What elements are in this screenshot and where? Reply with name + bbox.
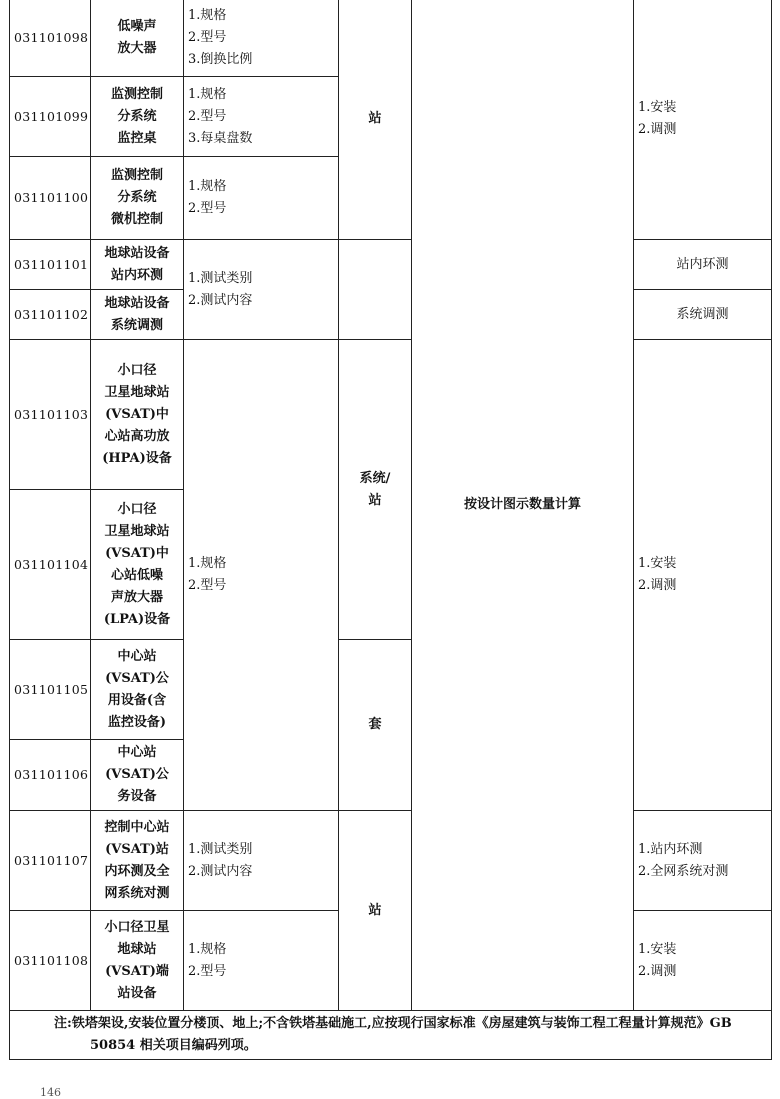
item-features: 1.规格 2.型号 bbox=[184, 340, 339, 811]
page-number: 146 bbox=[40, 1086, 61, 1099]
item-name: 控制中心站 (VSAT)站 内环测及全 网系统对测 bbox=[91, 811, 184, 911]
item-name: 小口径 卫星地球站 (VSAT)中 心站高功放 (HPA)设备 bbox=[91, 340, 184, 490]
work-content: 1.安装 2.调测 bbox=[634, 340, 772, 811]
work-content: 1.站内环测 2.全网系统对测 bbox=[634, 811, 772, 911]
table-row bbox=[10, 0, 772, 77]
item-name: 小口径卫星 地球站 (VSAT)端 站设备 bbox=[91, 911, 184, 1011]
work-content: 站内环测 bbox=[634, 240, 772, 290]
table-row bbox=[10, 811, 772, 911]
item-features: 1.规格 2.型号 bbox=[184, 157, 339, 240]
item-code: 031101099 bbox=[10, 77, 91, 157]
note-text: 铁塔架设,安装位置分楼顶、地上;不含铁塔基础施工,应按现行国家标准《房屋建筑与装饰工程工程量计算规范》GB 50854 相关项目编码列项。 bbox=[71, 1016, 732, 1053]
item-name: 监测控制 分系统 微机控制 bbox=[91, 157, 184, 240]
item-features: 1.规格 2.型号 3.倒换比例 bbox=[184, 0, 339, 77]
unit-cell: 系统/ 站 bbox=[339, 340, 412, 640]
item-name: 地球站设备 站内环测 bbox=[91, 240, 184, 290]
table-row bbox=[10, 240, 772, 290]
item-code: 031101098 bbox=[10, 0, 91, 77]
item-features: 1.测试类别 2.测试内容 bbox=[184, 811, 339, 911]
item-name: 小口径 卫星地球站 (VSAT)中 心站低噪 声放大器 (LPA)设备 bbox=[91, 490, 184, 640]
item-code: 031101108 bbox=[10, 911, 91, 1011]
item-code: 031101103 bbox=[10, 340, 91, 490]
item-name: 中心站 (VSAT)公 务设备 bbox=[91, 740, 184, 811]
table-note bbox=[10, 1011, 772, 1060]
item-features: 1.规格 2.型号 3.每桌盘数 bbox=[184, 77, 339, 157]
work-content: 1.安装 2.调测 bbox=[634, 0, 772, 240]
unit-cell: 套 bbox=[339, 640, 412, 811]
item-code: 031101101 bbox=[10, 240, 91, 290]
specification-table bbox=[9, 0, 772, 1060]
table-row bbox=[10, 340, 772, 490]
item-features: 1.规格 2.型号 bbox=[184, 911, 339, 1011]
item-features: 1.测试类别 2.测试内容 bbox=[184, 240, 339, 340]
note-label: 注: bbox=[54, 1016, 72, 1031]
item-code: 031101105 bbox=[10, 640, 91, 740]
item-code: 031101102 bbox=[10, 290, 91, 340]
item-code: 031101104 bbox=[10, 490, 91, 640]
item-name: 地球站设备 系统调测 bbox=[91, 290, 184, 340]
unit-cell bbox=[339, 240, 412, 290]
item-code: 031101100 bbox=[10, 157, 91, 240]
work-content: 1.安装 2.调测 bbox=[634, 911, 772, 1011]
table-row bbox=[10, 290, 772, 340]
calculation-rule: 按设计图示数量计算 bbox=[412, 0, 634, 1011]
item-code: 031101106 bbox=[10, 740, 91, 811]
item-code: 031101107 bbox=[10, 811, 91, 911]
work-content: 系统调测 bbox=[634, 290, 772, 340]
item-name: 监测控制 分系统 监控桌 bbox=[91, 77, 184, 157]
unit-cell: 站 bbox=[339, 0, 412, 240]
unit-cell bbox=[339, 290, 412, 340]
item-name: 低噪声 放大器 bbox=[91, 0, 184, 77]
item-name: 中心站 (VSAT)公 用设备(含 监控设备) bbox=[91, 640, 184, 740]
unit-cell: 站 bbox=[339, 811, 412, 1011]
note-row bbox=[10, 1011, 772, 1060]
